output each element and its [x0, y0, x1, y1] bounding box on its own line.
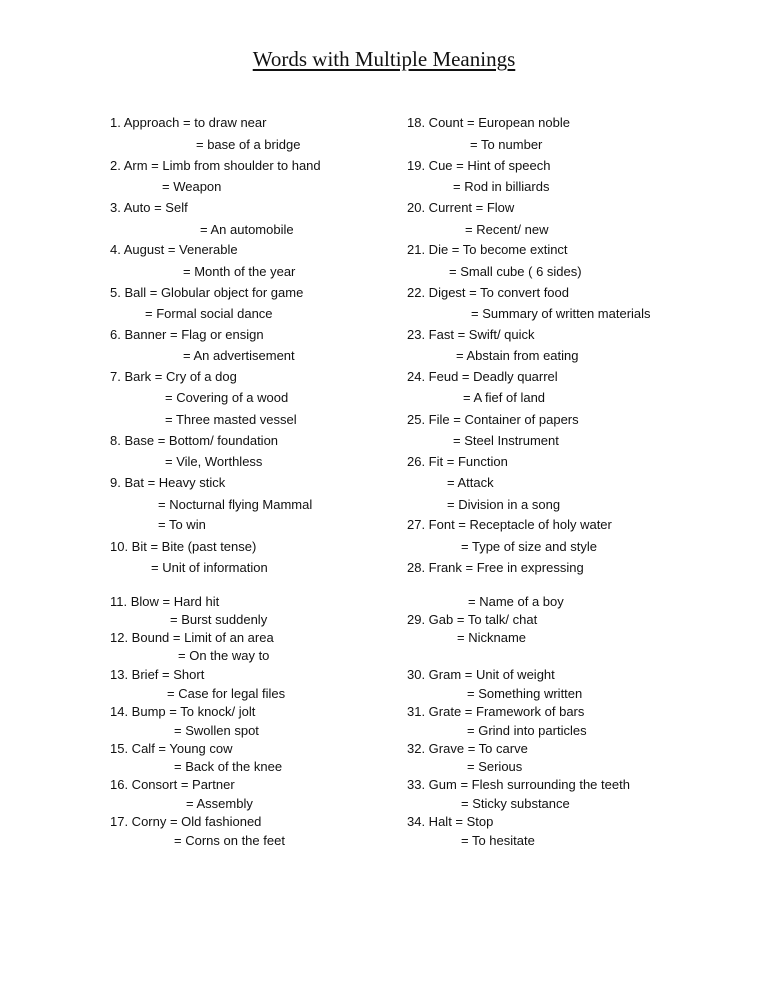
- page-title: Words with Multiple Meanings: [252, 47, 516, 71]
- entry-word-line: 4. August = Venerable: [110, 242, 238, 257]
- entry-meaning-line: = Rod in billiards: [453, 179, 550, 194]
- entry-meaning-line: = Steel Instrument: [453, 433, 559, 448]
- entry-word-line: 33. Gum = Flesh surrounding the teeth: [407, 777, 630, 792]
- entry-meaning-line: = A fief of land: [463, 390, 546, 405]
- entry-word-line: 18. Count = European noble: [407, 115, 570, 130]
- entry-word-line: 1. Approach = to draw near: [110, 115, 267, 130]
- entry-word-line: 20. Current = Flow: [407, 200, 515, 215]
- entry-word-line: 24. Feud = Deadly quarrel: [407, 369, 558, 384]
- entry-word-line: 8. Base = Bottom/ foundation: [110, 433, 279, 448]
- entry-word-line: 9. Bat = Heavy stick: [110, 475, 226, 490]
- entry-word-line: 21. Die = To become extinct: [407, 242, 568, 257]
- entry-word-line: 16. Consort = Partner: [110, 777, 235, 792]
- entry-meaning-line: = Sticky substance: [461, 796, 570, 811]
- entry-meaning-line: = Weapon: [162, 179, 222, 194]
- entry-word-line: 31. Grate = Framework of bars: [407, 704, 585, 719]
- entry-meaning-line: = Grind into particles: [467, 723, 587, 738]
- entry-word-line: 14. Bump = To knock/ jolt: [110, 704, 256, 719]
- entry-meaning-line: = Summary of written materials: [471, 306, 651, 321]
- entry-word-line: 27. Font = Receptacle of holy water: [407, 517, 612, 532]
- entry-word-line: 2. Arm = Limb from shoulder to hand: [110, 158, 321, 173]
- entry-word-line: 7. Bark = Cry of a dog: [110, 369, 237, 384]
- entry-word-line: 22. Digest = To convert food: [407, 285, 569, 300]
- entry-meaning-line: = Vile, Worthless: [165, 454, 263, 469]
- entry-meaning-line: = On the way to: [178, 648, 270, 663]
- entry-meaning-line: = Small cube ( 6 sides): [449, 264, 582, 279]
- entry-meaning-line: = Type of size and style: [461, 539, 597, 554]
- entry-meaning-line: = Covering of a wood: [165, 390, 289, 405]
- entry-meaning-line: = Name of a boy: [468, 594, 564, 609]
- entry-meaning-line: = Case for legal files: [167, 686, 286, 701]
- entry-meaning-line: = Three masted vessel: [165, 412, 297, 427]
- entry-meaning-line: = Corns on the feet: [174, 833, 285, 848]
- entry-word-line: 10. Bit = Bite (past tense): [110, 539, 257, 554]
- entry-meaning-line: = Serious: [467, 759, 523, 774]
- entry-meaning-line: = An automobile: [200, 222, 294, 237]
- entry-word-line: 28. Frank = Free in expressing: [407, 560, 584, 575]
- entry-word-line: 23. Fast = Swift/ quick: [407, 327, 535, 342]
- entry-meaning-line: = Unit of information: [151, 560, 268, 575]
- entry-meaning-line: = Attack: [447, 475, 494, 490]
- entry-meaning-line: = To win: [158, 517, 206, 532]
- entry-meaning-line: = Swollen spot: [174, 723, 259, 738]
- entry-meaning-line: = Something written: [467, 686, 583, 701]
- entry-meaning-line: = Division in a song: [447, 497, 561, 512]
- entry-word-line: 32. Grave = To carve: [407, 741, 528, 756]
- entry-word-line: 15. Calf = Young cow: [110, 741, 233, 756]
- entry-word-line: 19. Cue = Hint of speech: [407, 158, 551, 173]
- entry-meaning-line: = To number: [470, 137, 543, 152]
- entry-meaning-line: = Nickname: [457, 630, 526, 645]
- entry-word-line: 34. Halt = Stop: [407, 814, 494, 829]
- entry-word-line: 11. Blow = Hard hit: [110, 594, 220, 609]
- entry-meaning-line: = Recent/ new: [465, 222, 549, 237]
- entry-word-line: 12. Bound = Limit of an area: [110, 630, 274, 645]
- entry-word-line: 25. File = Container of papers: [407, 412, 579, 427]
- entry-meaning-line: = Burst suddenly: [170, 612, 268, 627]
- entry-meaning-line: = Month of the year: [183, 264, 296, 279]
- entry-word-line: 13. Brief = Short: [110, 667, 205, 682]
- entry-meaning-line: = Formal social dance: [145, 306, 273, 321]
- entry-word-line: 5. Ball = Globular object for game: [110, 285, 304, 300]
- entry-meaning-line: = Nocturnal flying Mammal: [158, 497, 313, 512]
- entry-word-line: 17. Corny = Old fashioned: [110, 814, 262, 829]
- entry-word-line: 26. Fit = Function: [407, 454, 508, 469]
- entry-word-line: 3. Auto = Self: [110, 200, 188, 215]
- entry-word-line: 30. Gram = Unit of weight: [407, 667, 555, 682]
- entry-meaning-line: = Assembly: [186, 796, 253, 811]
- entry-word-line: 6. Banner = Flag or ensign: [110, 327, 264, 342]
- entry-meaning-line: = base of a bridge: [196, 137, 301, 152]
- entry-meaning-line: = Back of the knee: [174, 759, 283, 774]
- entry-meaning-line: = To hesitate: [461, 833, 535, 848]
- entry-meaning-line: = An advertisement: [183, 348, 295, 363]
- entry-word-line: 29. Gab = To talk/ chat: [407, 612, 538, 627]
- entry-meaning-line: = Abstain from eating: [456, 348, 579, 363]
